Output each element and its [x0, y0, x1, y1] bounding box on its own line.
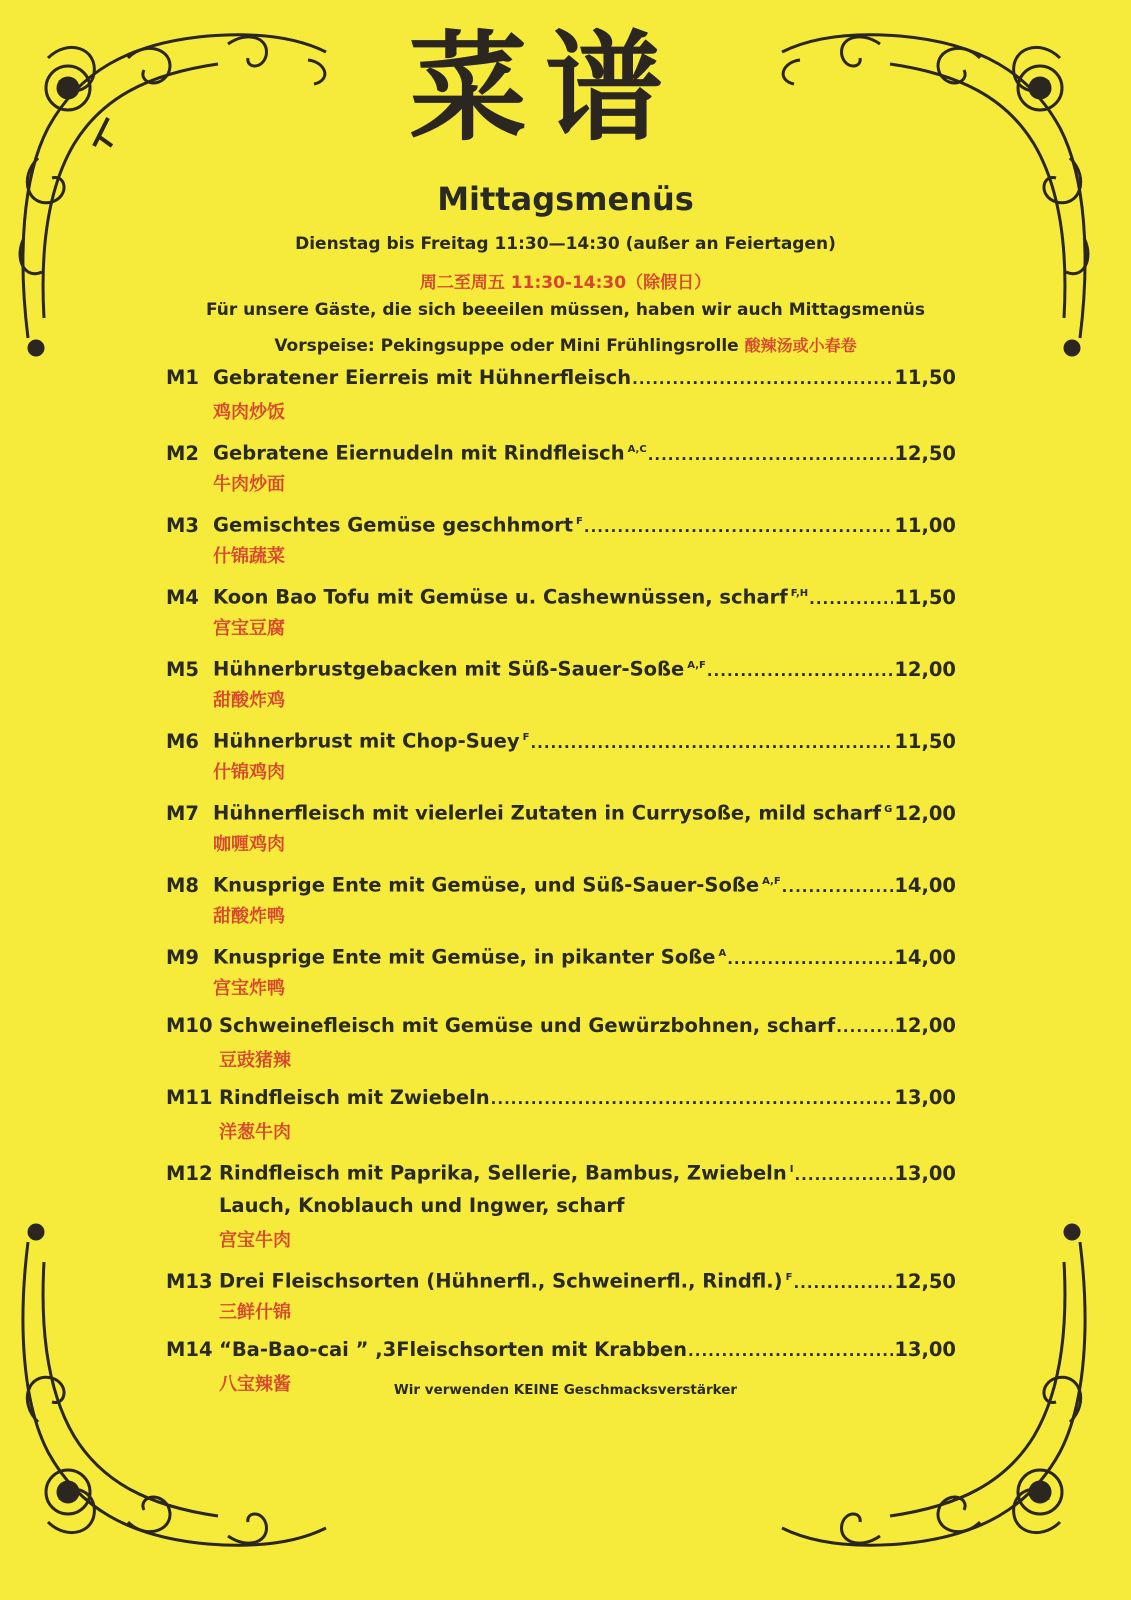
intro-note: Für unsere Gäste, die sich beeeilen müssen, haben wir auch Mittagsmenüs [205, 300, 926, 320]
menu-item-code: M6 [166, 729, 199, 753]
menu-item-code: M13 [166, 1269, 213, 1293]
menu-item-chinese-name: 宫宝牛肉 [219, 1230, 291, 1251]
menu-item-name [213, 936, 726, 976]
menu-item-name [219, 1260, 792, 1300]
menu-item-name [219, 1152, 793, 1192]
menu-list [166, 360, 956, 1404]
menu-item [166, 1080, 956, 1152]
dot-leader [688, 1333, 893, 1369]
menu-item-row [166, 864, 956, 900]
opening-hours: Dienstag bis Freitag 11:30—14:30 (außer an Feiertagen) [295, 234, 836, 254]
menu-item-chinese-name: 鸡肉炒饭 [213, 402, 285, 423]
menu-item-name-text: Gemischtes Gemüse geschhmort [213, 513, 574, 537]
menu-item-row [166, 792, 956, 828]
menu-item-code: M1 [166, 366, 199, 389]
menu-item-row [166, 576, 956, 612]
menu-item-name-text: Gebratener Eierreis mit Hühnerfleisch [213, 366, 632, 389]
menu-item-name-text: Hühnerfleisch mit vielerlei Zutaten in Currysoße, mild scharf [213, 801, 882, 825]
menu-item-chinese-name: 甜酸炸鸡 [213, 690, 285, 711]
dot-leader [491, 1081, 894, 1117]
menu-item-allergens: F [576, 516, 583, 527]
menu-item-name [213, 720, 529, 760]
menu-item-row [166, 432, 956, 468]
menu-item-price: 13,00 [894, 1338, 956, 1361]
menu-item-name-text: Knusprige Ente mit Gemüse, und Süß-Sauer-Soße [213, 873, 760, 897]
menu-item [166, 360, 956, 432]
menu-item-price: 11,50 [894, 585, 956, 609]
menu-item-code: M10 [166, 1014, 213, 1037]
menu-item-row [166, 504, 956, 540]
menu-item-chinese-name: 什锦鸡肉 [213, 762, 285, 783]
menu-item-allergens: A,C [627, 444, 647, 455]
footer-note: Wir verwenden KEINE Geschmacksverstärker [393, 1382, 738, 1398]
menu-item-price: 12,00 [894, 657, 956, 681]
menu-item-code: M7 [166, 801, 199, 825]
menu-item-price: 11,50 [894, 366, 956, 389]
menu-item-name-text: Rindfleisch mit Paprika, Sellerie, Bambus, Zwiebeln [219, 1161, 787, 1185]
menu-item-name [213, 792, 892, 832]
menu-item-row [166, 1260, 956, 1296]
menu-item [166, 936, 956, 1008]
page-heading: Mittagsmenüs [437, 180, 694, 218]
menu-item-price: 11,00 [894, 513, 956, 537]
menu-item-row [166, 936, 956, 972]
menu-item [166, 576, 956, 648]
menu-item-code: M5 [166, 657, 199, 681]
menu-item-price: 12,00 [894, 801, 956, 825]
menu-item-price: 14,00 [894, 945, 956, 969]
menu-item-code: M2 [166, 441, 199, 465]
menu-item-chinese-name: 咖喱鸡肉 [213, 834, 285, 855]
dot-leader [794, 1157, 893, 1193]
menu-item-chinese-name: 豆豉猪辣 [219, 1050, 291, 1071]
menu-item [166, 504, 956, 576]
menu-item-price: 12,50 [894, 1269, 956, 1293]
menu-item-chinese-name: 八宝辣酱 [219, 1374, 291, 1395]
dot-leader [782, 869, 894, 905]
dot-leader [530, 725, 893, 761]
menu-item-name-text: Koon Bao Tofu mit Gemüse u. Cashewnüssen, scharf [213, 585, 788, 609]
menu-item-allergens: A,F [762, 876, 781, 887]
menu-item-name-text: Hühnerbrust mit Chop-Suey [213, 729, 520, 753]
menu-item [166, 864, 956, 936]
menu-item-code: M12 [166, 1161, 213, 1185]
page-title-chinese: 菜谱 [408, 18, 681, 157]
menu-item-name [213, 648, 706, 688]
dot-leader [632, 361, 893, 397]
menu-item-name-text: Schweinefleisch mit Gemüse und Gewürzbohnen, scharf [219, 1014, 836, 1037]
menu-item-chinese-name: 洋葱牛肉 [219, 1122, 291, 1143]
menu-item-row [166, 648, 956, 684]
menu-item [166, 720, 956, 792]
dot-leader [836, 1009, 893, 1045]
menu-item-name-text: Gebratene Eiernudeln mit Rindfleisch [213, 441, 625, 465]
menu-item-price: 13,00 [894, 1161, 956, 1185]
menu-item-price: 11,50 [894, 729, 956, 753]
menu-item-name [213, 504, 583, 544]
menu-item-row [166, 720, 956, 756]
menu-item-name [219, 1080, 490, 1116]
menu-item-name-text: Knusprige Ente mit Gemüse, in pikanter Soße [213, 945, 716, 969]
menu-item-allergens: F [522, 732, 530, 743]
menu-item-subline: Lauch, Knoblauch und Ingwer, scharf [219, 1194, 625, 1217]
menu-item-price: 12,50 [894, 441, 956, 465]
menu-item-name-text: Rindfleisch mit Zwiebeln [219, 1086, 490, 1109]
menu-item-chinese-name: 三鲜什锦 [219, 1302, 291, 1323]
menu-item-price: 12,00 [894, 1014, 956, 1037]
menu-item-chinese-name: 牛肉炒面 [213, 474, 285, 495]
starter-text-chinese: 酸辣汤或小春卷 [744, 336, 857, 355]
starter-text: Vorspeise: Pekingsuppe oder Mini Frühlingsrolle [274, 336, 739, 356]
opening-hours-chinese: 周二至周五 11:30-14:30（除假日） [419, 273, 712, 293]
dot-leader [793, 1265, 893, 1301]
menu-item-row [166, 1080, 956, 1116]
menu-item-allergens: A [718, 948, 727, 959]
dot-leader [584, 509, 893, 545]
dot-leader [648, 437, 894, 473]
dot-leader [727, 941, 893, 977]
menu-item-code: M14 [166, 1338, 213, 1361]
menu-item-name [219, 1332, 687, 1368]
menu-item-chinese-name: 宫宝豆腐 [213, 618, 285, 639]
menu-item-price: 14,00 [894, 873, 956, 897]
menu-item [166, 1008, 956, 1080]
dot-leader [707, 653, 893, 689]
menu-item-allergens: G [884, 804, 893, 815]
menu-item-allergens: F [785, 1272, 793, 1283]
menu-item-row [166, 1008, 956, 1044]
menu-item [166, 432, 956, 504]
menu-item-allergens: A,F [687, 660, 706, 671]
menu-item-code: M9 [166, 945, 199, 969]
starter-line [0, 333, 1131, 356]
menu-item-name [213, 576, 808, 616]
menu-item-code: M8 [166, 873, 199, 897]
menu-item-name [213, 360, 631, 396]
menu-item [166, 1260, 956, 1332]
menu-item [166, 648, 956, 720]
dot-leader [809, 581, 893, 617]
menu-item-row [166, 1332, 956, 1368]
menu-item [166, 1152, 956, 1260]
menu-item-row [166, 1152, 956, 1188]
menu-item-name [213, 432, 647, 472]
menu-item-allergens: I [789, 1164, 794, 1175]
menu-item-name-text: Hühnerbrustgebacken mit Süß-Sauer-Soße [213, 657, 685, 681]
menu-item [166, 792, 956, 864]
menu-item-price: 13,00 [894, 1086, 956, 1109]
menu-item-name-text: “Ba-Bao-cai ” ,3Fleischsorten mit Krabben [219, 1338, 688, 1361]
menu-item-allergens: F,H [790, 588, 809, 599]
menu-item-code: M4 [166, 585, 199, 609]
menu-item-name-text: Drei Fleischsorten (Hühnerfl., Schweinerfl., Rindfl.) [219, 1269, 783, 1293]
menu-item-name [219, 1008, 835, 1044]
menu-item-chinese-name: 什锦蔬菜 [213, 546, 285, 567]
menu-item-code: M3 [166, 513, 199, 537]
menu-item-row [166, 360, 956, 396]
menu-item-code: M11 [166, 1086, 213, 1109]
menu-item-name [213, 864, 781, 904]
menu-item-chinese-name: 甜酸炸鸭 [213, 906, 285, 927]
menu-item-chinese-name: 宫宝炸鸭 [213, 978, 285, 999]
